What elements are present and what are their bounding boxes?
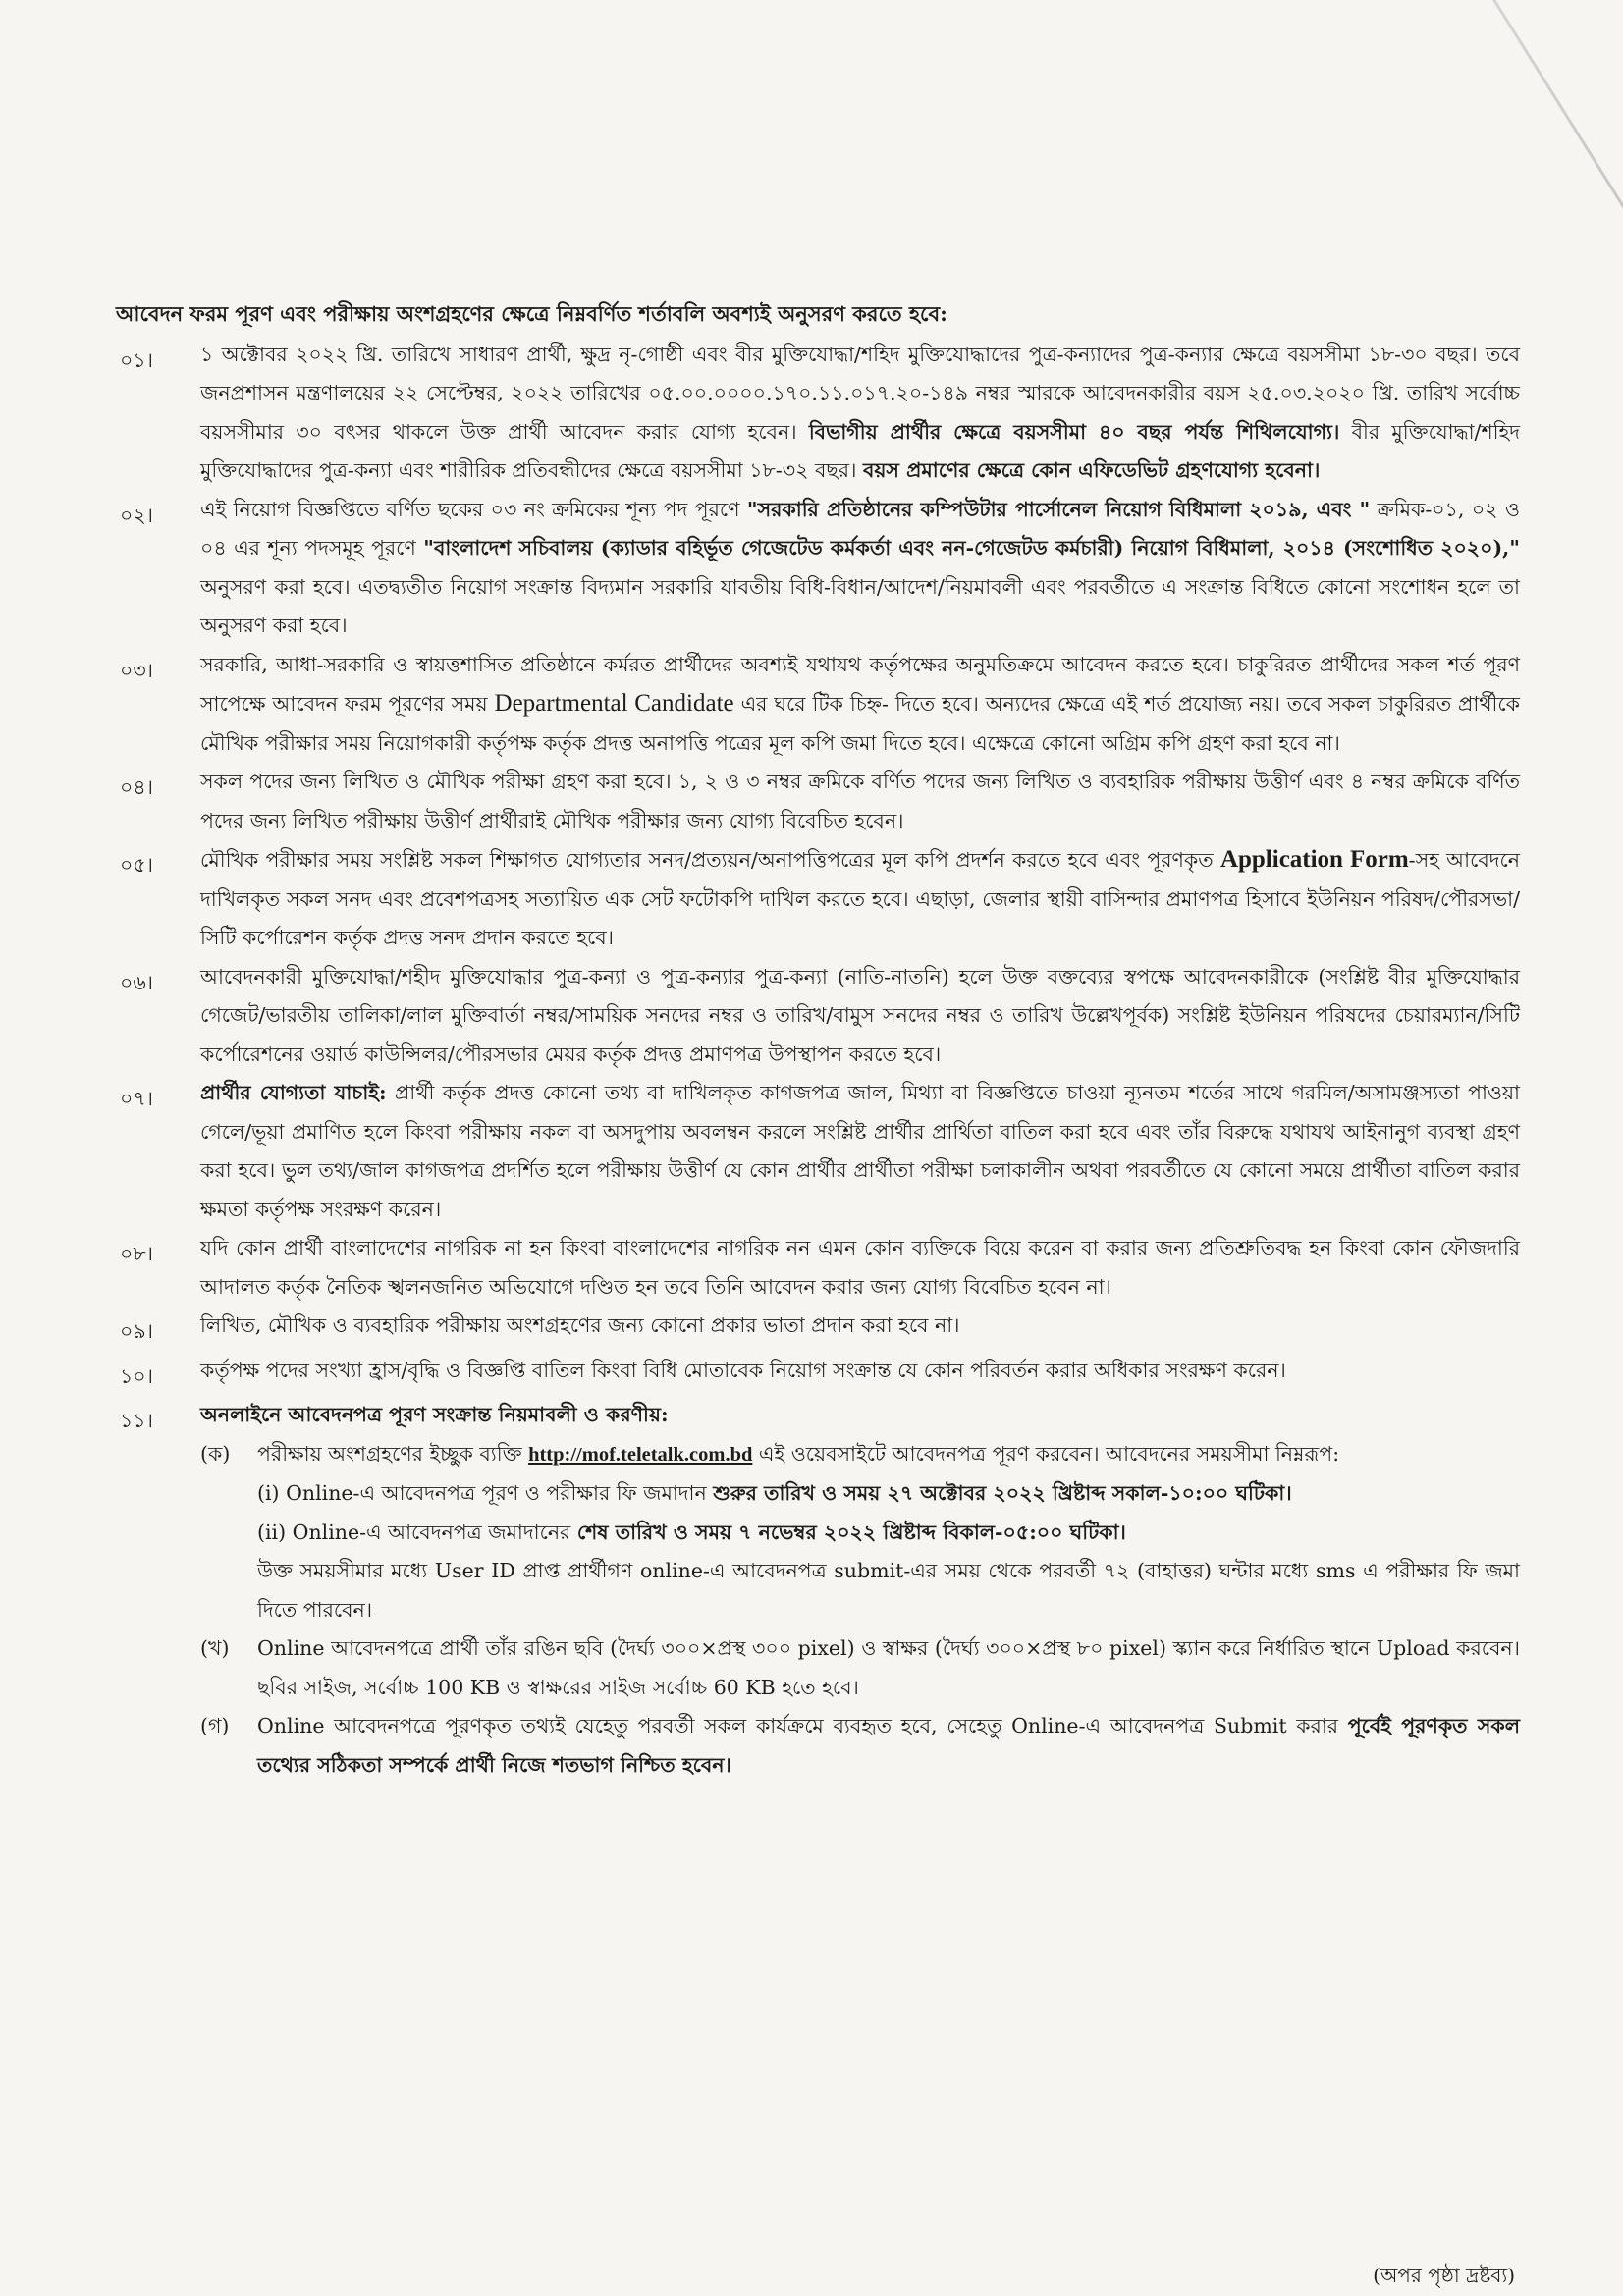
bold-span: শেষ তারিখ ও সময় ৭ নভেম্বর ২০২২ খ্রিষ্টাব্দ বিকাল-০৫:০০ ঘটিকা। <box>576 1520 1126 1544</box>
item-text <box>200 1307 1520 1352</box>
latin-span: Departmental Candidate <box>494 690 734 717</box>
item-text <box>200 336 1520 491</box>
item-text <box>200 491 1520 646</box>
item-text <box>200 1352 1520 1397</box>
fee-note: উক্ত সময়সীমার মধ্যে User ID প্রাপ্ত প্রার্থীগণ online-এ আবেদনপত্র submit-এর সময় থেকে পরবর্তী ৭২ (বাহাত্তর) ঘন্টার মধ্যে sms এ পরীক্ষার ফি জমা দিতে পারবেন। <box>257 1559 1520 1622</box>
item-number: ১১। <box>120 1409 153 1432</box>
subitem-text: Online আবেদনপত্রে প্রার্থী তাঁর রঙিন ছবি (দৈর্ঘ্য ৩০০×প্রস্থ ৩০০ pixel) ও স্বাক্ষর (দৈর্ঘ্য ৩০০×প্রস্থ ৮০ pixel) স্ক্যান করে নির্ধারিত স্থানে Upload করবেন। ছবির সাইজ, সর্বোচ্চ 100 KB ও স্বাক্ষরের সাইজ সর্বোচ্চ 60 KB হতে হবে। <box>257 1636 1520 1699</box>
subitem-ga <box>200 1707 1520 1785</box>
item-number: ০৫। <box>120 853 153 877</box>
text-span: যদি কোন প্রার্থী বাংলাদেশের নাগরিক না হন কিংবা বাংলাদেশের নাগরিক নন এমন কোন ব্যক্তিকে বিয়ে করেন বা করার জন্য প্রতিশ্রুতিবদ্ধ হন কিংবা কোন ফৌজদারি আদালত কর্তৃক নৈতিক স্খলনজনিত অভিযোগে দণ্ডিত হন তবে তিনি আবেদন করার জন্য যোগ্য বিবেচিত হবেন না। <box>200 1236 1520 1299</box>
subitem-label: (খ) <box>200 1636 230 1660</box>
latin-span: Application Form <box>1219 846 1409 873</box>
start-time-line <box>257 1474 1520 1514</box>
condition-item-09 <box>116 1307 1520 1352</box>
subitem-ka <box>200 1435 1520 1630</box>
item-number: ০২। <box>120 503 153 527</box>
subitem-text <box>257 1435 1520 1630</box>
text-span: -সহ আবেদনে দাখিলকৃত সকল সনদ এবং প্রবেশপত্রসহ সত্যায়িত এক সেট ফটোকপি দাখিল করতে হবে। এছাড়া, জেলার স্থায়ী বাসিন্দার প্রমাণপত্র হিসাবে ইউনিয়ন পরিষদ/পৌরসভা/সিটি কর্পোরেশন কর্তৃক প্রদত্ত সনদ প্রদান করতে হবে। <box>200 848 1520 949</box>
text-span: ১ অক্টোবর ২০২২ খ্রি. তারিখে সাধারণ প্রার্থী, ক্ষুদ্র নৃ-গোষ্ঠী এবং বীর মুক্তিযোদ্ধা/শহিদ মুক্তিযোদ্ধাদের পুত্র-কন্যাদের পুত্র-কন্যার ক্ষেত্রে বয়সসীমা ১৮-৩০ বছর। তবে জনপ্রশাসন মন্ত্রণালয়ের ২২ সেপ্টেম্বর, ২০২২ তারিখের ০৫.০০.০০০০.১৭০.১১.০১৭.২০-১৪৯ নম্বর স্মারকে আবেদনকারীর বয়স ২৫.০৩.২০২০ খ্রি. তারিখ সর্বোচ্চ বয়সসীমার ৩০ বৎসর থাকলে উক্ত প্রার্থী আবেদন করার যোগ্য হবেন। <box>200 342 1520 444</box>
subitem-text <box>257 1707 1520 1785</box>
text-span: সকল পদের জন্য লিখিত ও মৌখিক পরীক্ষা গ্রহণ করা হবে। ১, ২ ও ৩ নম্বর ক্রমিকে বর্ণিত পদের জন্য লিখিত ও ব্যবহারিক পরীক্ষায় উত্তীর্ণ এবং ৪ নম্বর ক্রমিকে বর্ণিত পদের জন্য লিখিত পরীক্ষায় উত্তীর্ণ প্রার্থীরাই মৌখিক পরীক্ষার জন্য যোগ্য বিবেচিত হবেন। <box>200 770 1520 832</box>
document-body <box>116 294 1520 1785</box>
item-number: ০৩। <box>120 658 153 682</box>
bold-span: "সরকারি প্রতিষ্ঠানের কম্পিউটার পার্সোনেল নিয়োগ বিধিমালা ২০১৯, এবং " <box>746 497 1371 521</box>
conditions-heading: আবেদন ফরম পূরণ এবং পরীক্ষায় অংশগ্রহণের ক্ষেত্রে নিম্নবর্ণিত শর্তাবলি অবশ্যই অনুসরণ করতে হবে: <box>116 301 947 326</box>
bold-span: পূর্বেই পূরণকৃত সকল তথ্যের সঠিকতা সম্পর্কে প্রার্থী নিজে শতভাগ নিশ্চিত হবেন। <box>257 1714 1520 1777</box>
subitem-label: (গ) <box>200 1714 230 1737</box>
item-text <box>200 763 1520 840</box>
condition-item-04 <box>116 763 1520 840</box>
item-number: ০৪। <box>120 775 153 799</box>
text-span: ক্রমিক-০১, ০২ ও ০৪ এর শূন্য পদসমূহ পূরণে <box>200 497 1520 560</box>
text-span: Online আবেদনপত্রে পূরণকৃত তথ্যই যেহেতু পরবর্তী সকল কার্যক্রমে ব্যবহৃত হবে, সেহেতু Online-এ আবেদনপত্র Submit করার <box>257 1714 1339 1737</box>
bold-span: "বাংলাদেশ সচিবালয় (ক্যাডার বহির্ভূত গেজেটেড কর্মকর্তা এবং নন-গেজেটড কর্মচারী) নিয়োগ বিধিমালা, ২০১৪ (সংশোধিত ২০২০)," <box>423 536 1520 560</box>
condition-item-08 <box>116 1229 1520 1307</box>
item-text <box>200 958 1520 1075</box>
item-number: ০৮। <box>120 1242 153 1265</box>
text-span: আবেদনকারী মুক্তিযোদ্ধা/শহীদ মুক্তিযোদ্ধার পুত্র-কন্যা ও পুত্র-কন্যার পুত্র-কন্যা (নাতি-নাতনি) হলে উক্ত বক্তব্যের স্বপক্ষে আবেদনকারীকে (সংশ্লিষ্ট বীর মুক্তিযোদ্ধার গেজেট/ভারতীয় তালিকা/লাল মুক্তিবার্তা নম্বর/সাময়িক সনদের নম্বর ও তারিখ/বামুস সনদের নম্বর ও তারিখ উল্লেখপূর্বক) সংশ্লিষ্ট ইউনিয়ন পরিষদের চেয়ারম্যান/সিটি কর্পোরেশনের ওয়ার্ড কাউন্সিলর/পৌরসভার মেয়র কর্তৃক প্রদত্ত প্রমাণপত্র উপস্থাপন করতে হবে। <box>200 964 1520 1066</box>
text-span: এই ওয়েবসাইটে আবেদনপত্র পূরণ করবেন। আবেদনের সময়সীমা নিম্নরূপ: <box>758 1441 1340 1466</box>
item-text <box>200 840 1520 958</box>
condition-item-02 <box>116 491 1520 646</box>
bold-span: প্রার্থীর যোগ্যতা যাচাই: <box>200 1081 387 1104</box>
item-text <box>200 646 1520 764</box>
condition-item-01 <box>116 336 1520 491</box>
application-website-link[interactable]: http://mof.teletalk.com.bd <box>528 1443 753 1466</box>
condition-item-06 <box>116 958 1520 1075</box>
text-span: কর্তৃপক্ষ পদের সংখ্যা হ্রাস/বৃদ্ধি ও বিজ্ঞপ্তি বাতিল কিংবা বিধি মোতাবেক নিয়োগ সংক্রান্ত যে কোন পরিবর্তন করার অধিকার সংরক্ষণ করেন। <box>200 1358 1286 1382</box>
text-span: Online-এ আবেদনপত্র পূরণ ও পরীক্ষার ফি জমাদান <box>286 1481 707 1505</box>
subitem-label: (ক) <box>200 1441 231 1466</box>
condition-item-10 <box>116 1352 1520 1397</box>
text-span: এই নিয়োগ বিজ্ঞপ্তিতে বর্ণিত ছকের ০৩ নং ক্রমিকের শূন্য পদ পূরণে <box>200 497 740 521</box>
subitem-kha <box>200 1629 1520 1707</box>
bold-span: শুরুর তারিখ ও সময় ২৭ অক্টোবর ২০২২ খ্রিষ্টাব্দ সকাল-১০:০০ ঘটিকা। <box>713 1481 1292 1505</box>
condition-item-11 <box>116 1396 1520 1785</box>
condition-item-05 <box>116 840 1520 958</box>
text-span: বীর মুক্তিযোদ্ধা/শহিদ মুক্তিযোদ্ধাদের পুত্র-কন্যা এবং শারীরিক প্রতিবন্ধীদের ক্ষেত্রে বয়সসীমা ১৮-৩২ বছর। <box>200 419 1520 482</box>
item-text <box>200 1074 1520 1229</box>
text-span: পরীক্ষায় অংশগ্রহণের ইচ্ছুক ব্যক্তি <box>257 1441 522 1466</box>
text-span: সরকারি, আধা-সরকারি ও স্বায়ত্তশাসিত প্রতিষ্ঠানে কর্মরত প্রার্থীদের অবশ্যই যথাযথ কর্তৃপক্ষের অনুমতিক্রমে আবেদন করতে হবে। চাকুরিরত প্রার্থীদের সকল শর্ত পূরণ সাপেক্ষে আবেদন ফরম পূরণের সময় <box>200 652 1520 716</box>
item-number: ১০। <box>120 1363 153 1388</box>
text-span: অনুসরণ করা হবে। এতদ্ব্যতীত নিয়োগ সংক্রান্ত বিদ্যমান সরকারি যাবতীয় বিধি-বিধান/আদেশ/নিয়মাবলী এবং পরবর্তীতে এ সংক্রান্ত বিধিতে কোনো সংশোধন হলে তা অনুসরণ করা হবে। <box>200 574 1520 637</box>
condition-item-07 <box>116 1074 1520 1229</box>
scan-edge-line <box>1492 0 1623 275</box>
item-number: ০৭। <box>120 1087 153 1110</box>
condition-item-03 <box>116 646 1520 764</box>
text-span: প্রার্থী কর্তৃক প্রদত্ত কোনো তথ্য বা দাখিলকৃত কাগজপত্র জাল, মিথ্যা বা বিজ্ঞপ্তিতে চাওয়া ন্যূনতম শর্তের সাথে গরমিল/অসামঞ্জস্যতা পাওয়া গেলে/ভূয়া প্রমাণিত হলে কিংবা পরীক্ষায় নকল বা অসদুপায় অবলম্বন করলে সংশ্লিষ্ট প্রার্থীর প্রার্থিতা বাতিল করা হবে এবং তাঁর বিরুদ্ধে যথাযথ আইনানুগ ব্যবস্থা গ্রহণ করা হবে। ভুল তথ্য/জাল কাগজপত্র প্রদর্শিত হলে পরীক্ষায় উত্তীর্ণ যে কোন প্রার্থীর প্রার্থীতা পরীক্ষা চলাকালীন অথবা পরবর্তীতে যে কোনো সময়ে প্রার্থীতা বাতিল করার ক্ষমতা কর্তৃপক্ষ সংরক্ষণ করেন। <box>200 1081 1520 1221</box>
item-text <box>200 1229 1520 1307</box>
item-number: ০১। <box>120 347 153 372</box>
text-span: লিখিত, মৌখিক ও ব্যবহারিক পরীক্ষায় অংশগ্রহণের জন্য কোনো প্রকার ভাতা প্রদান করা হবে না। <box>200 1313 960 1337</box>
bold-span: বয়স প্রমাণের ক্ষেত্রে কোন এফিডেভিট গ্রহণযোগ্য হবেনা। <box>862 458 1321 482</box>
item-number: ০৬। <box>120 970 153 994</box>
item-text <box>200 1396 1520 1785</box>
item-number: ০৯। <box>120 1319 153 1343</box>
text-span: মৌখিক পরীক্ষার সময় সংশ্লিষ্ট সকল শিক্ষাগত যোগ্যতার সনদ/প্রত্যয়ন/অনাপত্তিপত্রের মূল কপি প্রদর্শন করতে হবে এবং পূরণকৃত <box>200 848 1214 872</box>
bold-span: বিভাগীয় প্রার্থীর ক্ষেত্রে বয়সসীমা ৪০ বছর পর্যন্ত শিথিলযোগ্য। <box>808 419 1340 444</box>
online-rules-title: অনলাইনে আবেদনপত্র পূরণ সংক্রান্ত নিয়মাবলী ও করণীয়: <box>200 1403 669 1426</box>
roman-label: (i) <box>257 1481 280 1505</box>
continued-overleaf-note: (অপর পৃষ্ঠা দ্রষ্টব্য) <box>1373 2264 1515 2287</box>
text-span: এর ঘরে টিক চিহ্ন- দিতে হবে। অন্যদের ক্ষেত্রে এই শর্ত প্রযোজ্য নয়। তবে সকল চাকুরিরত প্রার্থীকে মৌখিক পরীক্ষার সময় নিয়োগকারী কর্তৃপক্ষ কর্তৃক প্রদত্ত অনাপত্তি পত্রের মূল কপি জমা দিতে হবে। এক্ষেত্রে কোনো অগ্রিম কপি গ্রহণ করা হবে না। <box>200 692 1520 755</box>
roman-label: (ii) <box>257 1520 287 1544</box>
end-time-line <box>257 1514 1520 1553</box>
text-span: Online-এ আবেদনপত্র জমাদানের <box>292 1520 571 1544</box>
